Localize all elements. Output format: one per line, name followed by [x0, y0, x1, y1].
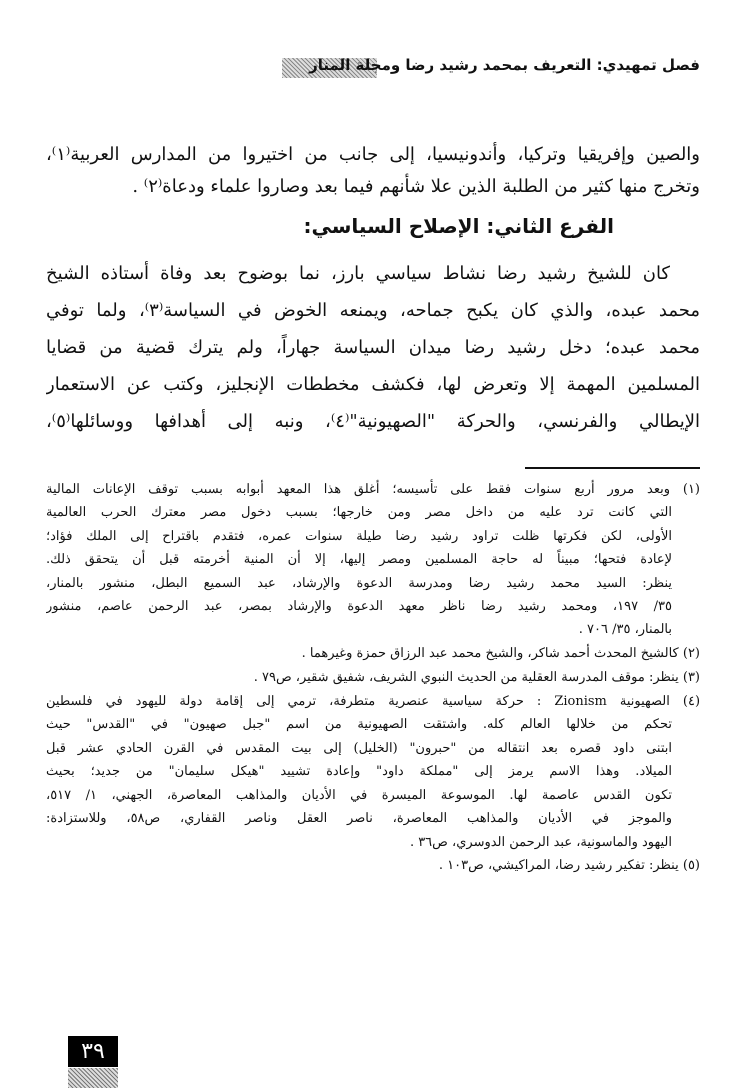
running-header: فصل تمهيدي: التعريف بمحمد رشيد رضا ومجلة المنار: [309, 56, 700, 74]
footnote-line: اليهود والماسونية، عبد الرحمن الدوسري، ص٣٦ .: [409, 835, 672, 850]
footnote-line: تكون القدس عاصمة لها. الموسوعة الميسرة في الأديان والمذاهب المعاصرة، الجهني، ١/ ٥١٧،: [46, 788, 672, 803]
footnote-line: والموجز في الأديان والمذاهب المعاصرة، ناصر العقل وناصر القفاري، ص٥٨، وللاستزادة:: [46, 811, 672, 826]
intro-line: وتخرج منها كثير من الطلبة الذين علا شأنهم فيما بعد وصاروا علماء ودعاة⁽٢⁾ .: [132, 176, 700, 197]
footnote-5: (٥) ينظر: تفكير رشيد رضا، المراكيشي، ص١٠٣ .: [438, 858, 700, 873]
body-line: كان للشيخ رشيد رضا نشاط سياسي بارز، نما بوضوح بعد وفاة أستاذه الشيخ: [46, 263, 670, 284]
footnote-line: الميلاد. وهذا الاسم يرمز إلى "مملكة داود" وإعادة تشييد "هيكل سليمان" من جديد؛ بحيث: [46, 764, 672, 779]
footnote-3: (٣) ينظر: موقف المدرسة العقلية من الحديث النبوي الشريف، شفيق شقير، ص٧٩ .: [253, 670, 700, 685]
body-line: محمد عبده؛ دخل رشيد رضا ميدان السياسة جهاراً، ولم يترك قضية من قضايا: [46, 337, 700, 358]
page-number: ٣٩: [68, 1036, 118, 1067]
body-line: محمد عبده، والذي كان يكبح جماحه، ويمنعه الخوض في السياسة⁽٣⁾، ولما توفي: [46, 300, 700, 321]
footnote-line: ٣٥/ ١٩٧، ومحمد رشيد رضا ناظر معهد الدعوة والإرشاد بمصر، عبد الرحمن عاصم، منشور: [46, 599, 672, 614]
footnote-2: (٢) كالشيخ المحدث أحمد شاكر، والشيخ محمد عبد الرزاق حمزة وغيرهما .: [301, 646, 700, 661]
footnote-line: لإعادة فتحها؛ مبيناً له حاجة المسلمين ومصر إليها، إلا أن المنية أخرمته قبل أن يتحقق ذلك.: [46, 552, 672, 567]
footnote-line: (١) وبعد مرور أربع سنوات فقط على تأسيسه؛ أغلق هذا المعهد أبوابه بسبب توقف الإعانات المالية: [46, 482, 700, 497]
page-number-decorative-band: [68, 1068, 118, 1088]
intro-line: والصين وإفريقيا وتركيا، وأندونيسيا، إلى جانب من اختيروا من المدارس العربية⁽١⁾،: [46, 144, 700, 165]
footnote-line: ينظر: السيد محمد رشيد رضا ومدرسة الدعوة والإرشاد، عبد السميع البطل، منشور بالمنار،: [46, 576, 672, 591]
footnote-divider: [525, 467, 700, 469]
footnote-line: التي كانت ترد عليه من داخل مصر ومن خارجها؛ بسبب دخول مصر معترك الحرب العالمية: [46, 505, 672, 520]
body-line: الإيطالي والفرنسي، والحركة "الصهيونية"⁽٤⁾، ونبه إلى أهدافها ووسائلها⁽٥⁾،: [46, 411, 700, 432]
footnote-line: تحكم من خلالها العالم كله. واشتقت الصهيونية من اسم "جبل صهيون" في "القدس" حيث: [46, 717, 672, 732]
footnote-line: الأولى، لكن فكرتها ظلت تراود رشيد رضا طيلة سنوات عمره، فتقدم باقتراح إلى الملك فؤاد؛: [46, 529, 672, 544]
footnote-line: ابتنى داود قصره بعد انتقاله من "حبرون" (الخليل) إلى بيت المقدس في القرن الحادي عشر قبل: [46, 741, 672, 756]
footnote-line: بالمنار، ٣٥/ ٧٠٦ .: [578, 622, 672, 637]
footnote-line: (٤) الصهيونية Zionism : حركة سياسية عنصرية متطرفة، ترمي إلى إقامة دولة لليهود في فلسطين: [46, 694, 700, 709]
section-heading: الفرع الثاني: الإصلاح السياسي:: [303, 214, 614, 238]
body-line: المسلمين المهمة إلا وتعرض لها، فكشف مخططات الإنجليز، وكتب عن الاستعمار: [46, 374, 700, 395]
